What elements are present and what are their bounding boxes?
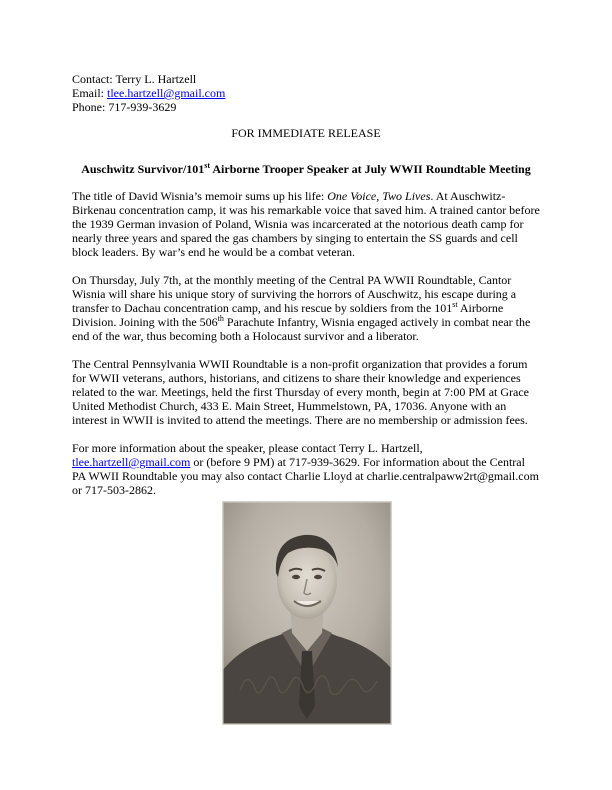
contact-label: Contact: [72,72,116,86]
para2-text-3: Parachute Infantry, Wisnia engaged actively in combat near the end of the war, thus becoming both a Holocaust survivor and a liberator. [72,315,531,343]
contact-block [72,72,540,114]
email-label: Email: [72,86,107,100]
headline-text-2: Airborne Trooper Speaker at July WWII Roundtable Meeting [210,162,531,176]
para2-text-2: Airborne Division. Joining with the 506 [72,301,504,329]
paragraph-3: The Central Pennsylvania WWII Roundtable is a non-profit organization that provides a forum for WWII veterans, authors, historians, and citizens to share their knowledge and experiences related to the war. Meetings, held the first Thursday of every month, begin at 7:00 PM at Grace United Methodist Church, 433 E. Main Street, Hummelstown, PA, 17036. Anyone with an interest in WWII is invited to attend the meetings. There are no membership or admission fees. [72,357,529,427]
portrait-photo [222,501,392,725]
contact-line [72,72,540,86]
para4-text: For more information about the speaker, please contact Terry L. Hartzell, [72,441,423,455]
para1-text: The title of David Wisnia’s memoir sums up his life: [72,189,328,203]
release-notice: FOR IMMEDIATE RELEASE [231,126,381,140]
email-link[interactable]: tlee.hartzell@gmail.com [107,86,226,100]
email-line [72,86,540,100]
para2-sup: st [452,300,458,309]
para4-text-2: or (before 9 PM) at 717-939-3629. For information about the Central PA WWII Roundtable you may also contact Charlie Lloyd at charlie.centralpaww2rt@gmail.com or 717-503-2862. [72,455,539,497]
headline-sup: st [204,161,211,170]
contact-name: Terry L. Hartzell [115,72,197,86]
para2-text: On Thursday, July 7th, at the monthly meeting of the Central PA WWII Roundtable, Cantor Wisnia will share his unique story of surviving the horrors of Auschwitz, his escape during a transfer to Dachau concentration camp, and his rescue by soldiers from the 101 [72,273,517,315]
press-release [72,72,540,497]
phone-line: Phone: 717-939-3629 [72,100,177,114]
email-link-2[interactable]: tlee.hartzell@gmail.com [72,455,191,469]
portrait-image [222,501,392,725]
memoir-title: One Voice, Two Lives [327,189,431,203]
paragraph-4 [72,441,540,497]
headline [72,162,540,176]
paragraph-1 [72,189,540,259]
paragraph-2 [72,273,540,343]
para2-sup-2: th [217,314,224,323]
portrait-illustration [222,501,392,725]
para1-text-2: . At Auschwitz-Birkenau concentration camp, it was his remarkable voice that saved him. A trained cantor before the 1939 German invasion of Poland, Wisnia was incarcerated at the notorious death camp for nearly three years and spared the gas chambers by singing to entertain the SS guards and cell block leaders. By war’s end he would be a combat veteran. [72,189,540,259]
headline-text: Auschwitz Survivor/101 [81,162,205,176]
